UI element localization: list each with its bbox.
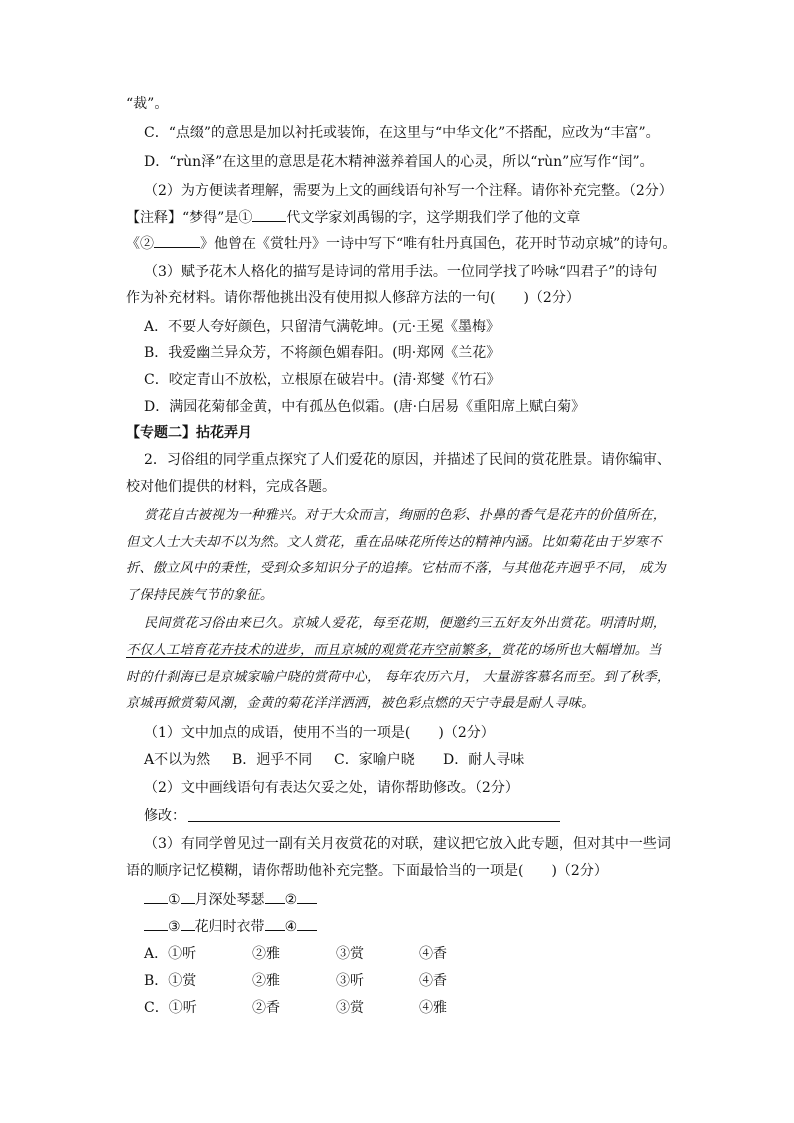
option-d: D．满园花菊郁金黄，中有孤丛色似霜。(唐·白居易《重阳席上赋白菊》 (144, 399, 586, 415)
couplet-blank[interactable] (181, 916, 195, 931)
text-line: “裁”。 (126, 96, 169, 112)
subquestion-1: （1）文中加点的成语，使用不当的一项是( )（2分） (144, 725, 495, 741)
couplet-blank[interactable] (144, 889, 168, 904)
answer-option-b-2: ②雅 (252, 973, 280, 989)
option-d-line: D．“rùn泽”在这里的意思是花木精神滋养着国人的心灵，所以“rùn”应写作“闰”。 (144, 154, 654, 170)
answer-option-b-4: ④香 (419, 973, 447, 989)
annotation-label: 【注释】“梦得”是① (126, 210, 253, 226)
answer-option-a-1: A．①听 (144, 946, 197, 962)
subquestion-3-cont: 语的顺序记忆模糊，请你帮助他补充完整。下面最恰当的一项是( )（2分） (126, 863, 608, 879)
option-b: B．我爱幽兰异众芳，不将颜色媚春阳。(明·郑网《兰花》 (144, 345, 501, 361)
passage-line: 时的什刹海已是京城家喻户晓的赏荷中心， 每年农历六月， 大量游客慕名而至。到了秋季， (126, 670, 671, 685)
couplet-blank[interactable] (181, 889, 195, 904)
passage-line: 民间赏花习俗由来已久。京城人爱花，每至花期，便邀约三五好友外出赏花。明清时期， (144, 616, 667, 631)
choice-a: A不以为然 (144, 752, 211, 768)
revision-label: 修改： (144, 808, 186, 824)
option-c: C．咬定青山不放松，立根原在破岩中。(清·郑燮《竹石》 (144, 372, 501, 388)
couplet-mark: ② (284, 892, 298, 908)
answer-option-a-2: ②雅 (252, 946, 280, 962)
answer-option-c-3: ③赏 (336, 1000, 364, 1016)
annotation-text: 代文学家刘禹锡的字，这学期我们学了他的文章 (286, 210, 581, 226)
question-3-prompt-cont: 作为补充材料。请你帮他挑出没有使用拟人修辞方法的一句( )（2分） (126, 290, 580, 306)
blank-2[interactable] (154, 233, 200, 248)
couplet-blank[interactable] (265, 889, 285, 904)
couplet-text: 花归时衣带 (194, 919, 265, 935)
passage-line: 但文人士大夫却不以为然。文人赏花，重在品味花所传达的精神内涵。比如菊花由于岁寒不 (126, 535, 662, 550)
passage-text: 赏花的场所也大幅增加。当 (500, 643, 662, 658)
option-a: A．不要人夸好颜色，只留清气满乾坤。(元·王冕《墨梅》 (144, 319, 501, 335)
subquestion-2: （2）文中画线语句有表达欠妥之处，请你帮助修改。（2分） (144, 780, 519, 796)
choice-b: B．迥乎不同 (232, 752, 313, 768)
subquestion-3: （3）有同学曾见过一副有关月夜赏花的对联，建议把它放入此专题，但对其中一些词 (144, 836, 671, 852)
answer-option-c-1: C．①听 (144, 1000, 197, 1016)
couplet-blank[interactable] (265, 916, 285, 931)
section-heading: 【专题二】拈花弄月 (126, 425, 252, 441)
choice-c: C．家喻户晓 (334, 752, 415, 768)
passage-line: 了保持民族气节的象征。 (126, 588, 274, 603)
question-2-stem: 2．习俗组的同学重点探究了人们爱花的原因，并描述了民间的赏花胜景。请你编审、 (144, 452, 671, 468)
answer-option-c-4: ④雅 (419, 1000, 447, 1016)
passage-line-underlined (126, 641, 662, 661)
couplet-mark: ① (168, 892, 181, 908)
option-c-line: C．“点缀”的意思是加以衬托或装饰，在这里与“中华文化”不搭配，应改为“丰富”。 (144, 125, 660, 141)
answer-option-a-4: ④香 (419, 946, 447, 962)
answer-option-a-3: ③赏 (336, 946, 364, 962)
couplet-line-1 (144, 889, 317, 910)
couplet-line-2 (144, 916, 317, 937)
couplet-blank[interactable] (297, 889, 317, 904)
question-2-stem-cont: 校对他们提供的材料，完成各题。 (126, 479, 336, 495)
couplet-mark: ③ (168, 919, 181, 935)
passage-line: 赏花自古被视为一种雅兴。对于大众而言，绚丽的色彩、扑鼻的香气是花卉的价值所在， (144, 508, 667, 523)
couplet-blank[interactable] (144, 916, 168, 931)
annotation-open: 《② (126, 236, 154, 252)
annotation-line-2 (126, 233, 676, 254)
underlined-sentence: 不仅人工培育花卉技术的进步，而且京城的观赏花卉空前繁多， (126, 643, 501, 658)
couplet-blank[interactable] (297, 916, 317, 931)
revision-answer-line[interactable] (188, 821, 560, 822)
blank-1[interactable] (252, 207, 286, 222)
question-3-prompt: （3）赋予花木人格化的描写是诗词的常用手法。一位同学找了吟咏“四君子”的诗句 (144, 264, 658, 280)
passage-line: 折、傲立风中的秉性，受到众多知识分子的追捧。它枯而不落，与其他花卉迥乎不同， 成为 (126, 561, 666, 576)
answer-option-b-1: B．①赏 (144, 973, 197, 989)
answer-option-c-2: ②香 (252, 1000, 280, 1016)
passage-line: 京城再掀赏菊风潮，金黄的菊花洋洋洒洒，被色彩点燃的天宁寺最是耐人寻味。 (126, 696, 595, 711)
question-2-prompt: （2）为方便读者理解，需要为上文的画线语句补写一个注释。请你补充完整。（2分） (144, 183, 673, 199)
answer-option-b-3: ③听 (336, 973, 364, 989)
couplet-text: 月深处琴瑟 (194, 892, 265, 908)
choice-d: D．耐人寻味 (443, 752, 525, 768)
annotation-line (126, 207, 580, 228)
couplet-mark: ④ (284, 919, 298, 935)
annotation-rest: 》他曾在《赏牡丹》一诗中写下“唯有牡丹真国色，花开时节动京城”的诗句。 (200, 236, 677, 252)
